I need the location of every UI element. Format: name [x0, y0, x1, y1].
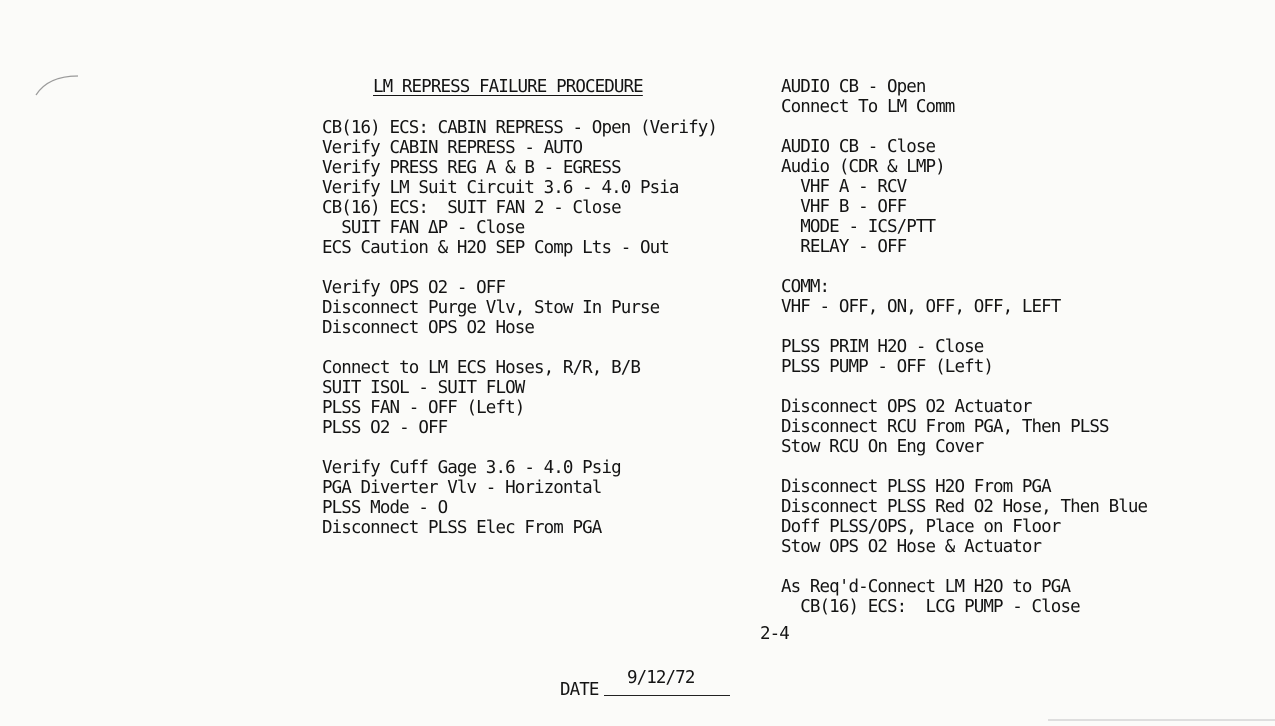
procedure-step-line: PLSS O2 - OFF: [322, 418, 448, 438]
procedure-step-line: MODE - ICS/PTT: [781, 217, 936, 237]
procedure-step-group: [781, 337, 1147, 377]
procedure-step-group: [781, 577, 1147, 617]
procedure-step-line: Disconnect OPS O2 Hose: [322, 318, 534, 338]
procedure-step-line: Verify LM Suit Circuit 3.6 - 4.0 Psia: [322, 178, 679, 198]
procedure-step-line: Disconnect RCU From PGA, Then PLSS: [781, 417, 1109, 437]
procedure-step-line: Verify PRESS REG A & B - EGRESS: [322, 158, 621, 178]
procedure-step-line: Verify Cuff Gage 3.6 - 4.0 Psig: [322, 458, 621, 478]
procedure-step-group: [781, 277, 1147, 317]
procedure-step-group: [322, 358, 717, 438]
procedure-step-line: CB(16) ECS: SUIT FAN 2 - Close: [322, 198, 621, 218]
date-label: DATE: [560, 680, 599, 700]
procedure-step-line: PLSS FAN - OFF (Left): [322, 398, 525, 418]
procedure-step-line: Doff PLSS/OPS, Place on Floor: [781, 517, 1061, 537]
procedure-title: LM REPRESS FAILURE PROCEDURE: [373, 77, 643, 97]
date-underline: [604, 695, 730, 696]
procedure-step-line: Verify CABIN REPRESS - AUTO: [322, 138, 583, 158]
procedure-step-group: [322, 278, 717, 338]
procedure-step-line: Connect to LM ECS Hoses, R/R, B/B: [322, 358, 640, 378]
procedure-step-line: VHF A - RCV: [781, 177, 907, 197]
procedure-step-line: SUIT ISOL - SUIT FLOW: [322, 378, 525, 398]
procedure-step-line: Disconnect Purge Vlv, Stow In Purse: [322, 298, 660, 318]
procedure-step-line: Verify OPS O2 - OFF: [322, 278, 506, 298]
procedure-step-line: PGA Diverter Vlv - Horizontal: [322, 478, 602, 498]
procedure-step-line: Audio (CDR & LMP): [781, 157, 945, 177]
procedure-step-group: [781, 137, 1147, 257]
procedure-step-line: AUDIO CB - Open: [781, 77, 926, 97]
procedure-step-line: Disconnect OPS O2 Actuator: [781, 397, 1032, 417]
procedure-step-line: VHF B - OFF: [781, 197, 907, 217]
procedure-step-line: PLSS PUMP - OFF (Left): [781, 357, 993, 377]
procedure-step-group: [322, 458, 717, 538]
procedure-step-line: Stow OPS O2 Hose & Actuator: [781, 537, 1042, 557]
procedure-step-line: PLSS PRIM H2O - Close: [781, 337, 984, 357]
procedure-step-line: Stow RCU On Eng Cover: [781, 437, 984, 457]
scan-mark-arc: [36, 76, 78, 95]
right-column: [781, 77, 1147, 637]
procedure-step-line: RELAY - OFF: [781, 237, 907, 257]
procedure-step-line: COMM:: [781, 277, 830, 297]
procedure-step-line: Connect To LM Comm: [781, 97, 955, 117]
left-column: [322, 118, 717, 558]
procedure-step-line: Disconnect PLSS Red O2 Hose, Then Blue: [781, 497, 1148, 517]
procedure-step-line: CB(16) ECS: LCG PUMP - Close: [781, 597, 1080, 617]
procedure-step-line: PLSS Mode - O: [322, 498, 448, 518]
procedure-step-line: AUDIO CB - Close: [781, 137, 936, 157]
procedure-step-group: [781, 397, 1147, 457]
procedure-step-group: [322, 118, 717, 258]
procedure-step-line: As Req'd-Connect LM H2O to PGA: [781, 577, 1071, 597]
procedure-step-line: SUIT FAN ΔP - Close: [322, 218, 525, 238]
page-number: 2-4: [760, 624, 789, 644]
procedure-step-group: [781, 77, 1147, 117]
date-value: 9/12/72: [627, 668, 695, 688]
procedure-step-group: [781, 477, 1147, 557]
procedure-step-line: Disconnect PLSS Elec From PGA: [322, 518, 602, 538]
procedure-step-line: CB(16) ECS: CABIN REPRESS - Open (Verify): [322, 118, 718, 138]
procedure-step-line: VHF - OFF, ON, OFF, OFF, LEFT: [781, 297, 1061, 317]
procedure-step-line: Disconnect PLSS H2O From PGA: [781, 477, 1051, 497]
procedure-step-line: ECS Caution & H2O SEP Comp Lts - Out: [322, 238, 669, 258]
